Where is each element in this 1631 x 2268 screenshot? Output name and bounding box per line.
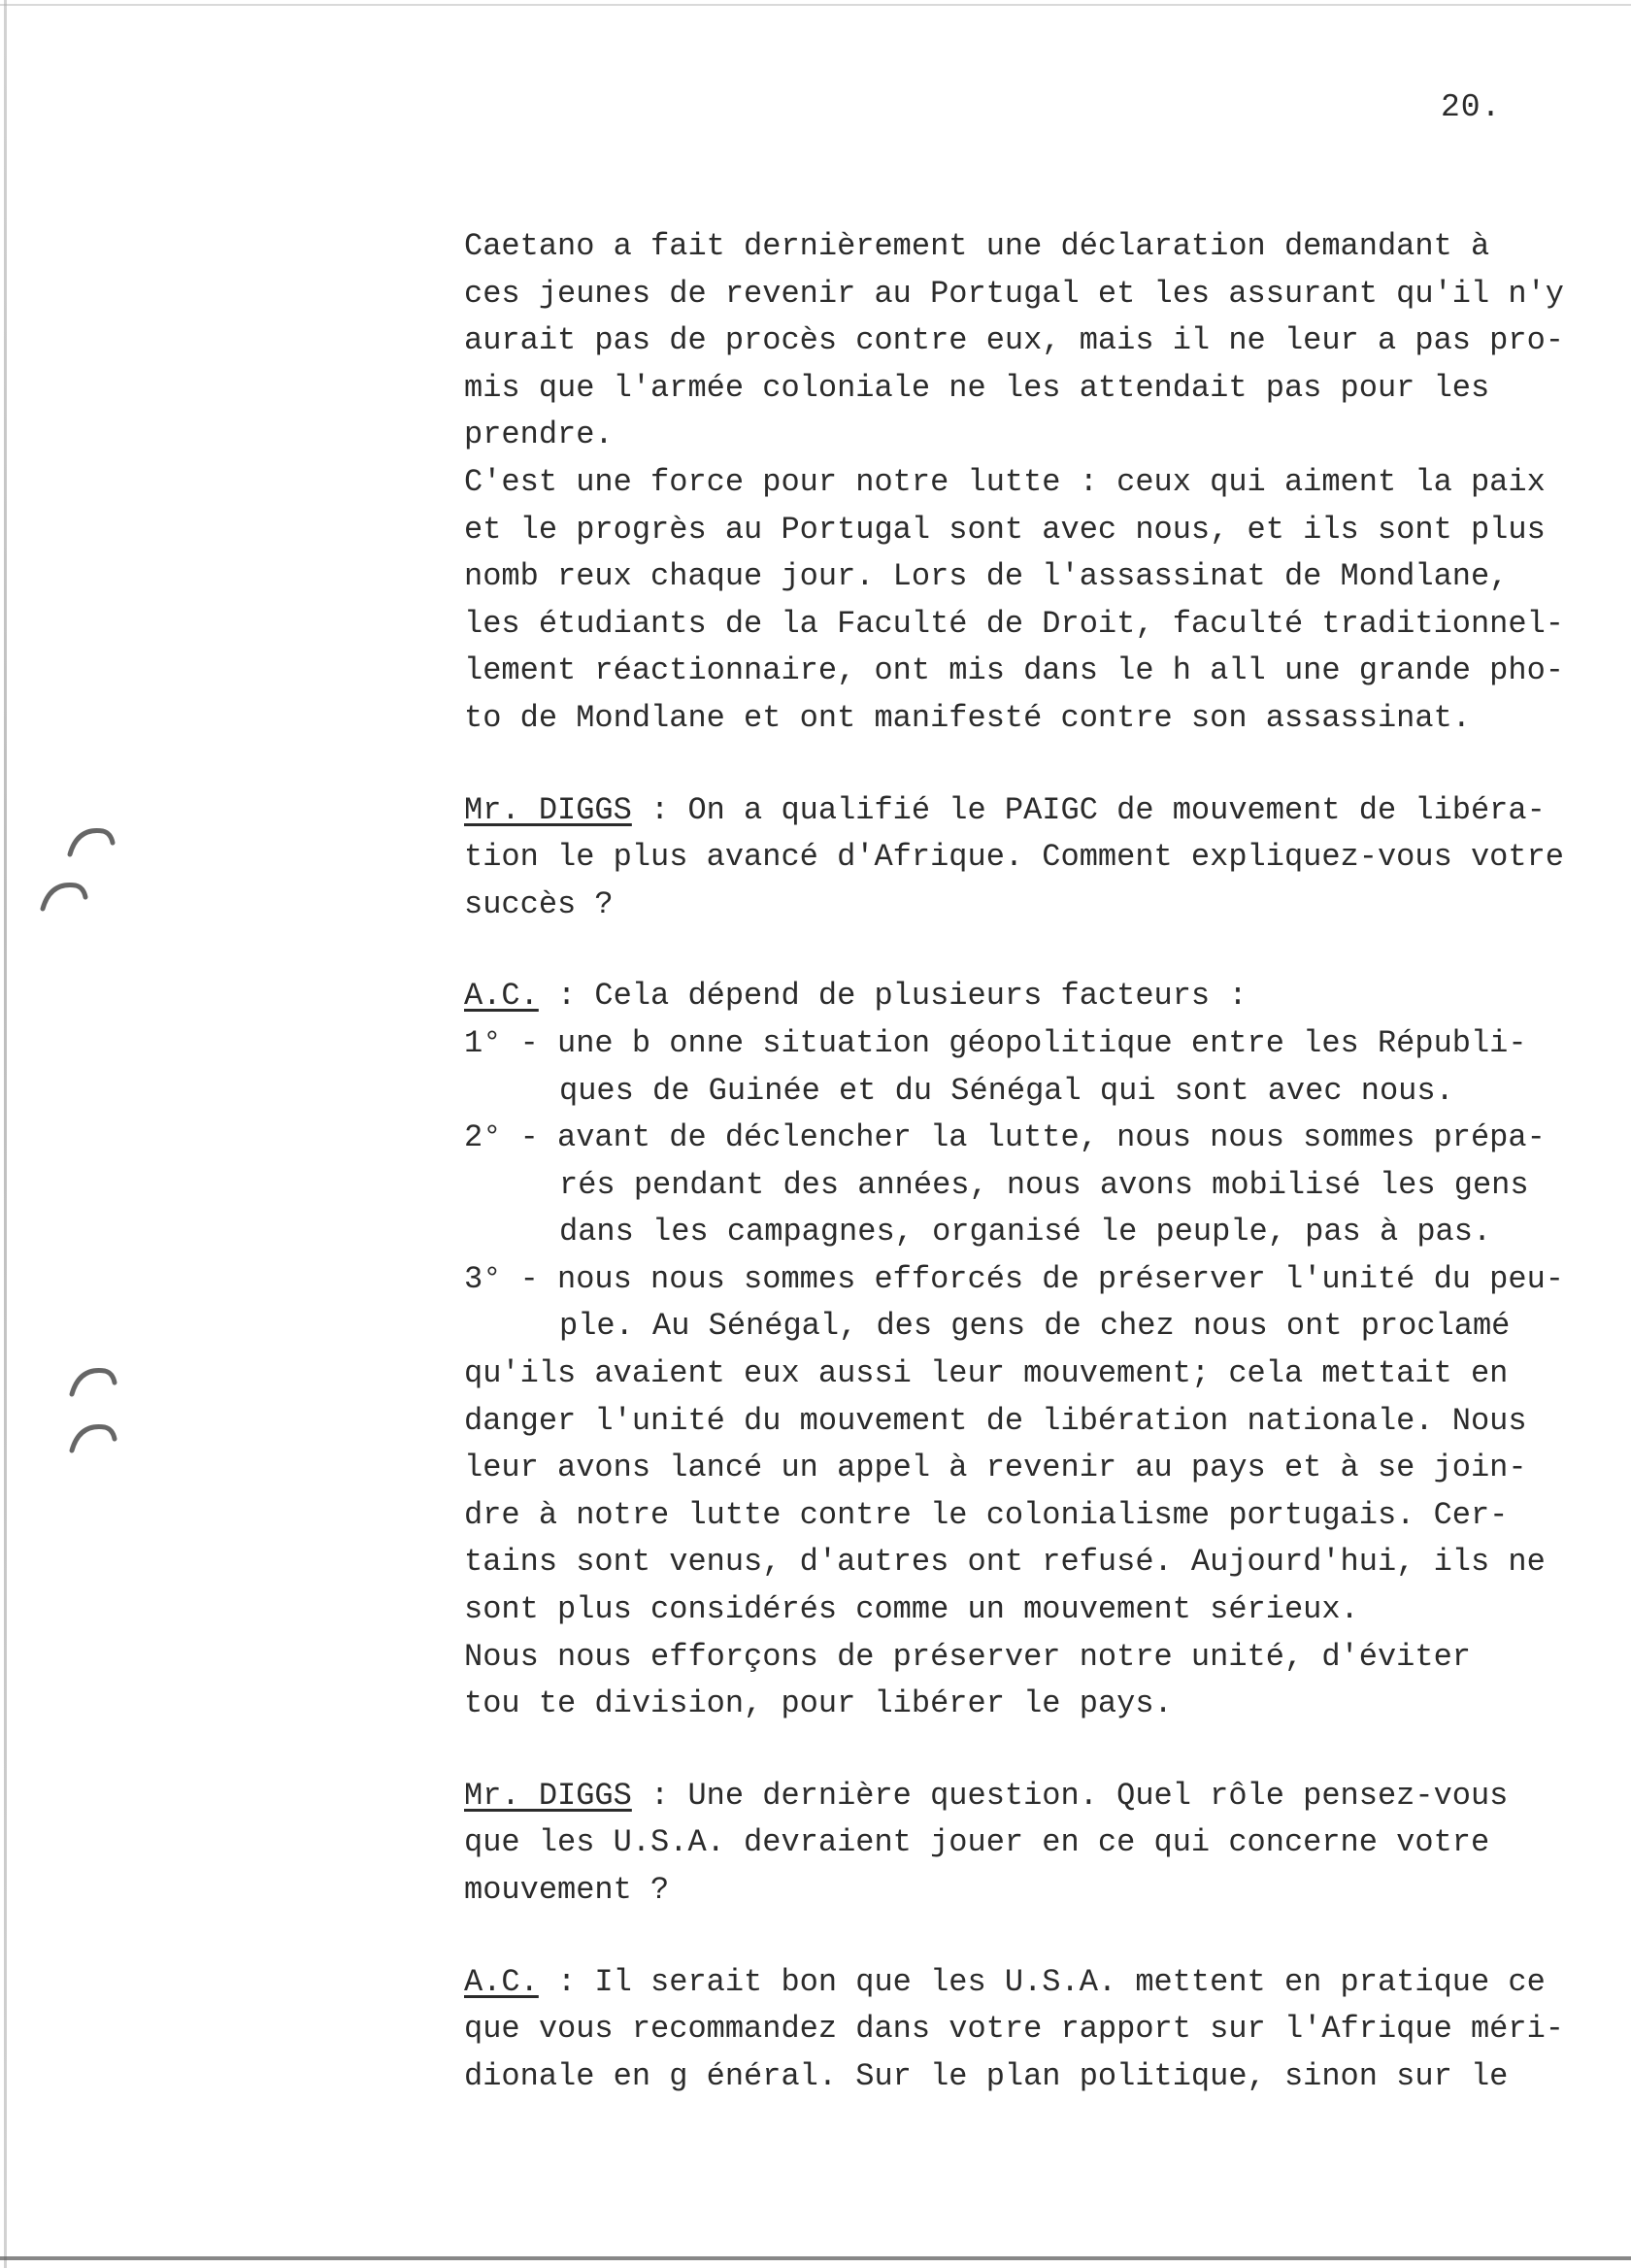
speaker-name: Mr. DIGGS [464,791,632,828]
list-item-line: ple. Au Sénégal, des gens de chez nous ont proclamé [559,1308,1511,1345]
punch-hole-mark [37,876,89,915]
text-line: danger l'unité du mouvement de libération nationale. Nous [464,1402,1527,1439]
text-line: leur avons lancé un appel à revenir au pays et à se join- [464,1450,1527,1486]
list-item-line: dans les campagnes, organisé le peuple, pas à pas. [559,1214,1492,1251]
text-line: mouvement ? [464,1872,670,1908]
list-item-line: rés pendant des années, nous avons mobilisé les gens [559,1166,1529,1203]
punch-hole-mark [66,1361,118,1400]
speaker-name: A.C. [464,978,539,1015]
text-line: aurait pas de procès contre eux, mais il ne leur a pas pro- [464,322,1564,359]
list-item-line: 2° - avant de déclencher la lutte, nous nous sommes prépa- [464,1119,1546,1156]
answer-text: : Cela dépend de plusieurs facteurs : [538,978,1248,1015]
text-line: tains sont venus, d'autres ont refusé. Aujourd'hui, ils ne [464,1544,1546,1581]
page-top-edge [0,4,1631,6]
punch-hole-mark [66,1418,118,1456]
text-line: mis que l'armée coloniale ne les attendait pas pour les [464,369,1490,406]
text-line: nomb reux chaque jour. Lors de l'assassinat de Mondlane, [464,558,1509,595]
list-item-line: ques de Guinée et du Sénégal qui sont avec nous. [559,1072,1454,1109]
paragraph-gap [464,928,1610,973]
transcript-text [464,223,1610,2100]
text-line: et le progrès au Portugal sont avec nous, et ils sont plus [464,511,1546,548]
text-line: que vous recommandez dans votre rapport sur l'Afrique méri- [464,2011,1564,2048]
text-line: succès ? [464,885,614,922]
text-line: que les U.S.A. devraient jouer en ce qui concerne votre [464,1824,1490,1861]
page-number: 20. [1441,89,1502,125]
text-line: Caetano a fait dernièrement une déclaration demandant à [464,228,1490,264]
question-line [464,787,1610,835]
paragraph-gap [464,1915,1610,1959]
list-item-line: 1° - une b onne situation géopolitique entre les Républi- [464,1024,1527,1061]
text-line: dionale en g énéral. Sur le plan politique, sinon sur le [464,2057,1509,2094]
text-line: sont plus considérés comme un mouvement sérieux. [464,1591,1359,1628]
punch-hole-mark [64,821,116,860]
question-line [464,1773,1610,1820]
text-line: les étudiants de la Faculté de Droit, faculté traditionnel- [464,605,1564,642]
page-bottom-edge [0,2256,1631,2260]
text-line: lement réactionnaire, ont mis dans le h all une grande pho- [464,652,1564,689]
paragraph-gap [464,743,1610,787]
text-line: Nous nous efforçons de préserver notre unité, d'éviter [464,1638,1471,1675]
text-line: tou te division, pour libérer le pays. [464,1685,1173,1722]
page-left-edge [4,0,7,2268]
text-line: tion le plus avancé d'Afrique. Comment expliquez-vous votre [464,839,1564,876]
list-item-line: 3° - nous nous sommes efforcés de préserver l'unité du peu- [464,1260,1564,1297]
answer-line [464,1959,1610,2007]
text-line: prendre. [464,417,614,453]
speaker-name: A.C. [464,1963,539,2000]
text-line: to de Mondlane et ont manifesté contre son assassinat. [464,699,1471,736]
text-line: dre à notre lutte contre le colonialisme portugais. Cer- [464,1496,1509,1533]
text-line: C'est une force pour notre lutte : ceux qui aiment la paix [464,463,1546,500]
speaker-name: Mr. DIGGS [464,1777,632,1814]
answer-text: : Il serait bon que les U.S.A. mettent en pratique ce [538,1963,1546,2000]
question-text: : Une dernière question. Quel rôle pensez-vous [631,1777,1509,1814]
answer-line [464,973,1610,1020]
paragraph-gap [464,1728,1610,1773]
question-text: : On a qualifié le PAIGC de mouvement de libéra- [631,791,1546,828]
text-line: qu'ils avaient eux aussi leur mouvement; cela mettait en [464,1355,1509,1392]
text-line: ces jeunes de revenir au Portugal et les assurant qu'il n'y [464,275,1564,312]
